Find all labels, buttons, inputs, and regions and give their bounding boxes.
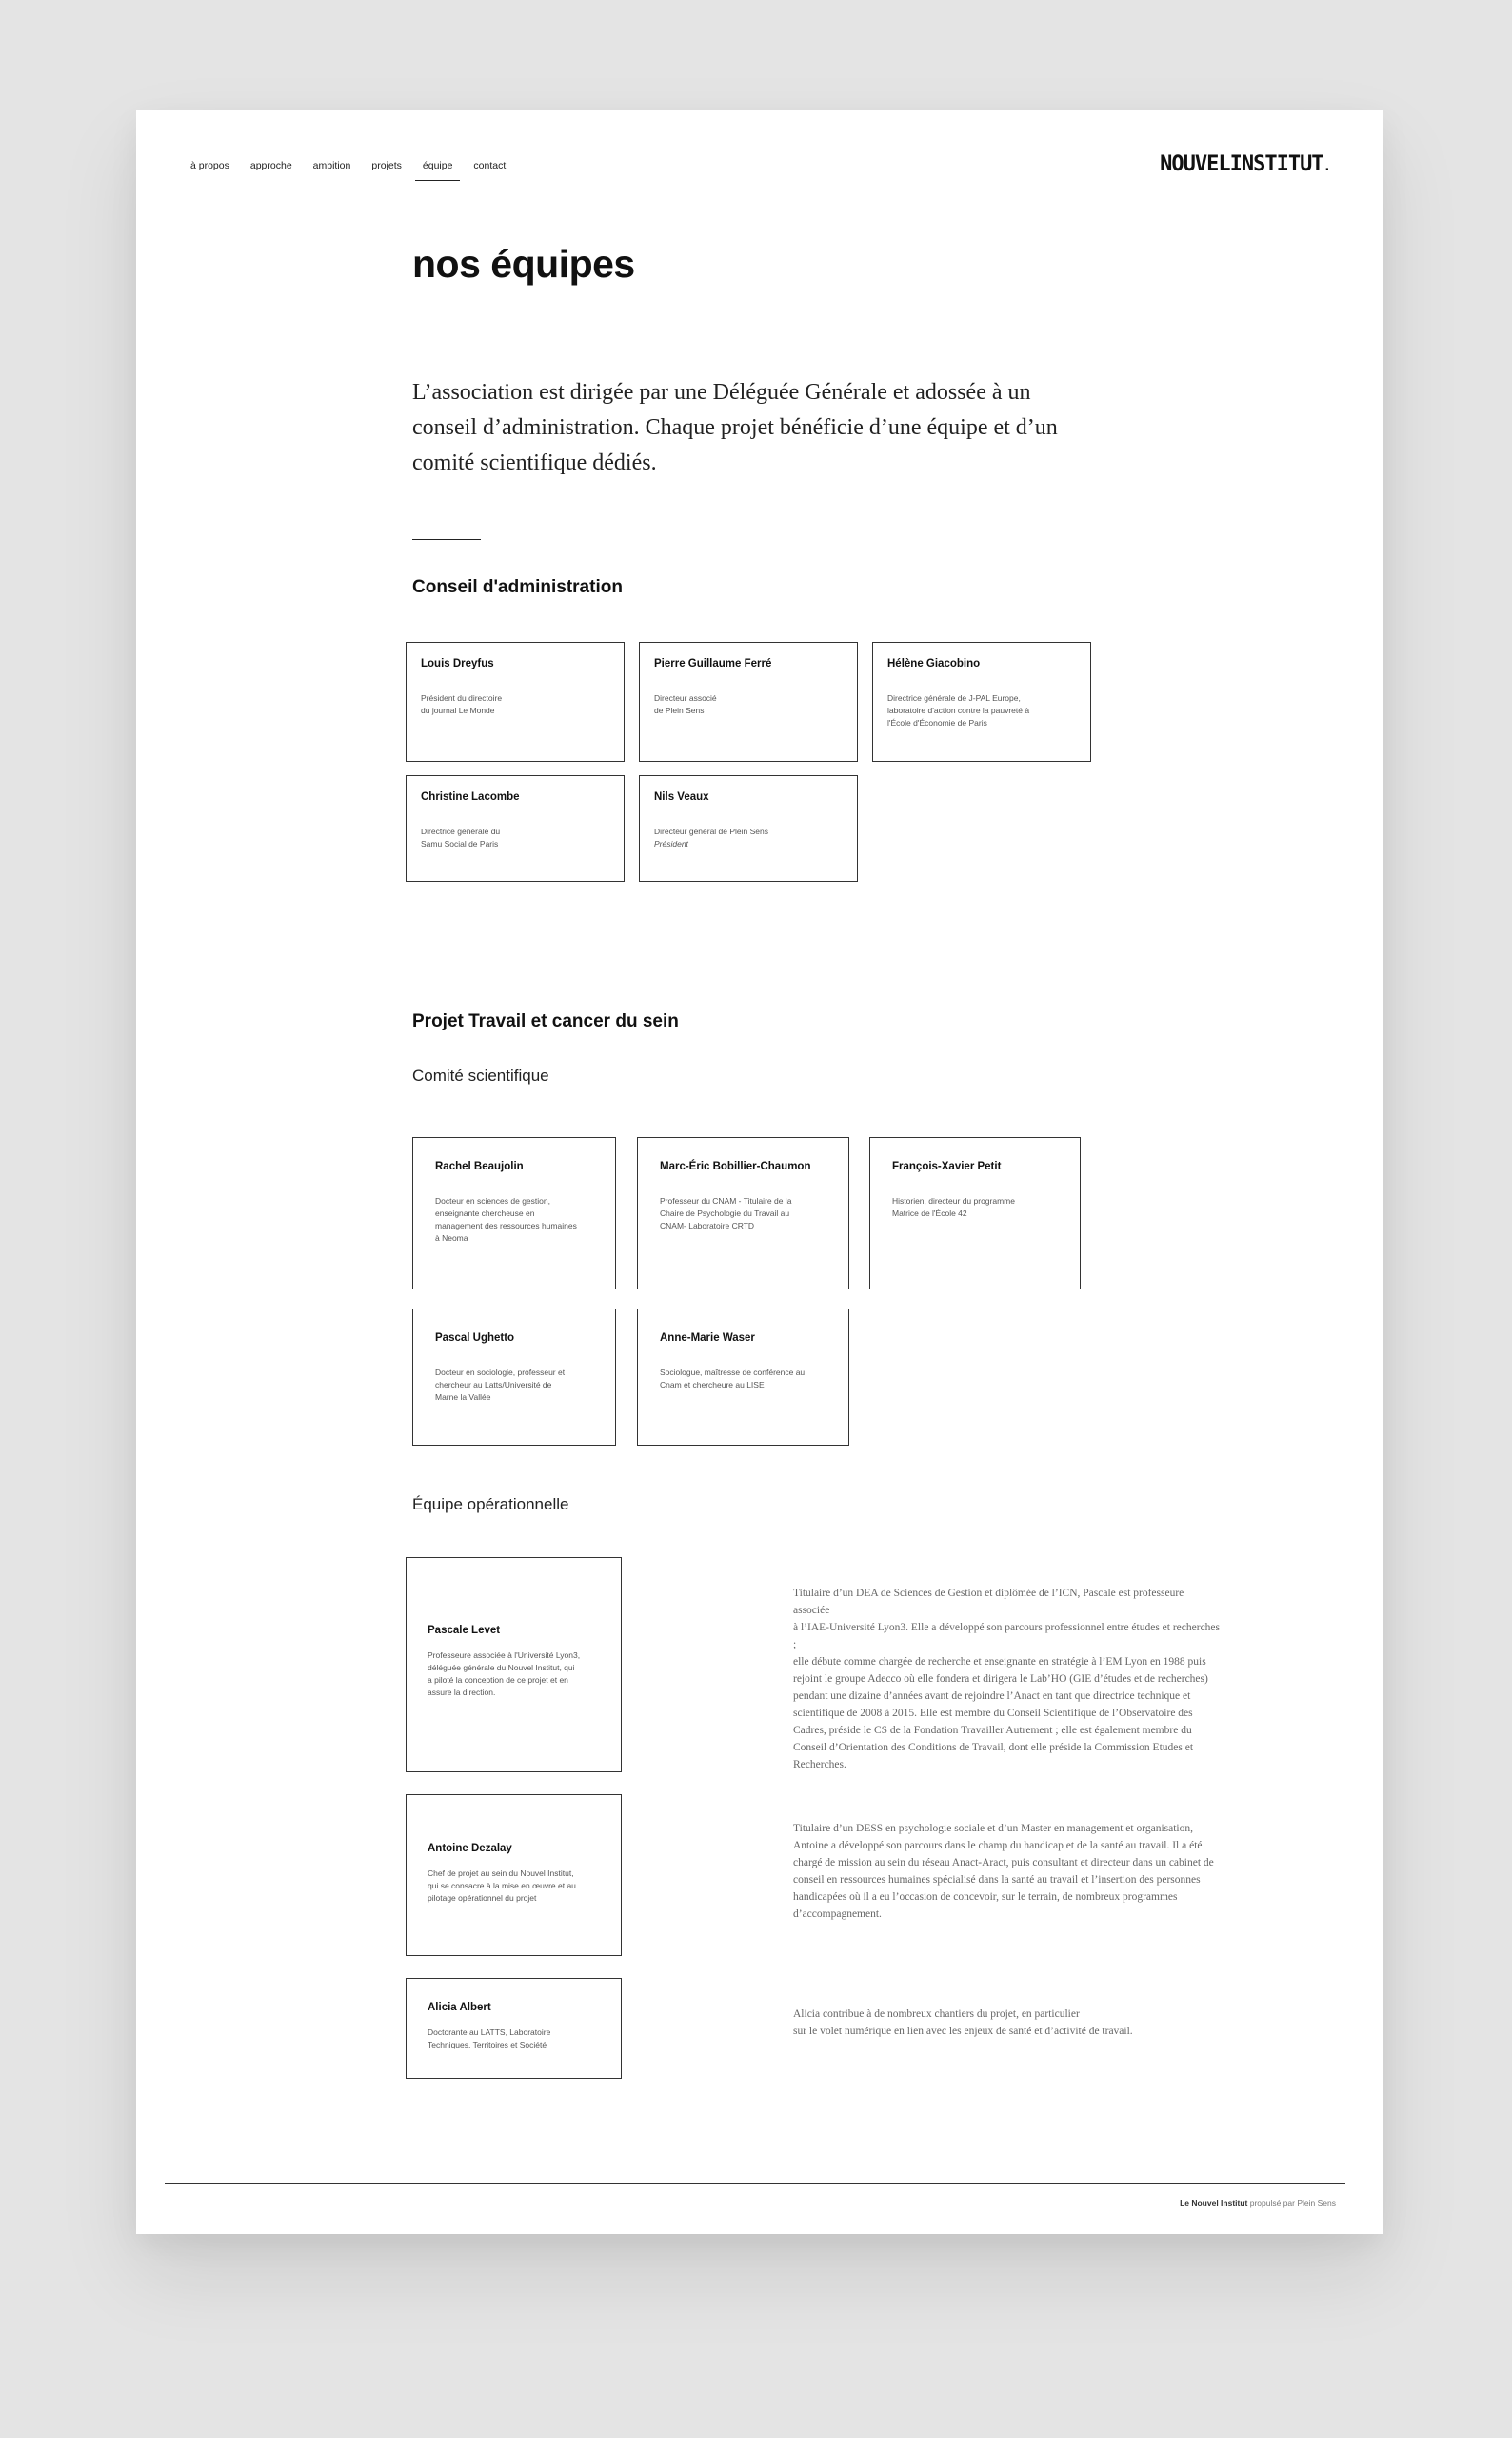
member-role: Président du directoire du journal Le Monde bbox=[421, 693, 503, 715]
page-title: nos équipes bbox=[412, 242, 635, 286]
member-name: Nils Veaux bbox=[654, 791, 709, 803]
nav-link-approche[interactable]: approche bbox=[249, 160, 292, 171]
member-name: Antoine Dezalay bbox=[428, 1843, 512, 1854]
member-role-extra: Président bbox=[654, 839, 688, 849]
member-role: Directrice générale du Samu Social de Paris bbox=[421, 827, 501, 849]
comite-card bbox=[869, 1137, 1081, 1289]
bio-text: Titulaire d’un DESS en psychologie sociale et d’un Master en management et organisation, Antoine a développé son parcours dans le champ du handicap et de la santé au travail. Il a été chargé de mission au sein du réseau Anact-Aract, puis consultant et directeur dans un cabinet de conseil en ressources humaines spécialisé dans la santé au travail et l’insertion des personnes handicapées où il a eu l’occasion de concevoir, sur le terrain, de nombreux programmes d’accompagnement. bbox=[793, 1823, 1214, 1920]
member-role: Docteur en sciences de gestion, enseignante chercheuse en management des ressources humaines à Neoma bbox=[435, 1196, 577, 1243]
footer-text: propulsé par Plein Sens bbox=[1247, 2198, 1336, 2208]
member-card bbox=[406, 642, 625, 762]
member-role-text: Directeur général de Plein Sens bbox=[654, 827, 769, 836]
member-name: Louis Dreyfus bbox=[421, 658, 494, 669]
main-nav bbox=[190, 160, 527, 177]
member-name: Pierre Guillaume Ferré bbox=[654, 658, 772, 669]
footer-divider bbox=[165, 2183, 1345, 2184]
member-role: Docteur en sociologie, professeur et chercheur au Latts/Université de Marne la Vallée bbox=[435, 1368, 566, 1402]
member-card bbox=[639, 775, 858, 882]
equipe-card bbox=[406, 1557, 622, 1772]
nav-link-contact[interactable]: contact bbox=[473, 160, 507, 171]
member-role: Chef de projet au sein du Nouvel Institut, qui se consacre à la mise en œuvre et au pilotage opérationnel du projet bbox=[428, 1868, 576, 1903]
logo-text: NOUVELINSTITUT bbox=[1160, 152, 1323, 176]
equipe-card bbox=[406, 1978, 622, 2079]
member-name: Alicia Albert bbox=[428, 2002, 491, 2013]
nav-link-projets[interactable]: projets bbox=[371, 160, 402, 171]
intro-text: L’association est dirigée par une Déléguée Générale et adossée à un conseil d’administration. Chaque projet bénéficie d’une équipe et d’un comité scientifique dédiés. bbox=[412, 380, 1058, 475]
equipe-card bbox=[406, 1794, 622, 1956]
member-name: Pascale Levet bbox=[428, 1625, 501, 1636]
page-frame bbox=[136, 110, 1383, 2234]
member-role: Professeure associée à l'Université Lyon3, déléguée générale du Nouvel Institut, qui a piloté la conception de ce projet et en assure la direction. bbox=[428, 1650, 581, 1697]
comite-card bbox=[412, 1309, 616, 1446]
equipe-heading: Équipe opérationnelle bbox=[412, 1495, 569, 1513]
site-logo[interactable] bbox=[1160, 152, 1330, 176]
comite-card bbox=[637, 1309, 849, 1446]
footer bbox=[1180, 2198, 1336, 2208]
footer-brand[interactable]: Le Nouvel Institut bbox=[1180, 2198, 1248, 2208]
member-role: Doctorante au LATTS, Laboratoire Techniques, Territoires et Société bbox=[428, 2028, 551, 2049]
nav-link-ambition[interactable]: ambition bbox=[312, 160, 351, 171]
nav-link-a-propos[interactable]: à propos bbox=[190, 160, 229, 171]
member-name: Rachel Beaujolin bbox=[435, 1161, 524, 1172]
bio-text: Titulaire d’un DEA de Sciences de Gestion et diplômée de l’ICN, Pascale est professeure associée à l’IAE-Université Lyon3. Elle a développé son parcours professionnel entre études et recherches ; elle débute comme chargée de recherche et enseignante en stratégie à l’EM Lyon en 1988 puis rejoint le groupe Adecco où elle fondera et dirigera le Lab’HO (GIE d’études et de recherches) pendant une dizaine d’années avant de rejoindre l’Anact en tant que directrice technique et scientifique de 2008 à 2015. Elle est membre du Conseil Scientifique de l’Observatoire des Cadres, préside le CS de la Fondation Travailler Autrement ; elle est également membre du Conseil d’Orientation des Conditions de Travail, dont elle préside la Commission Etudes et Recherches. bbox=[793, 1588, 1221, 1770]
member-role: Sociologue, maîtresse de conférence au Cnam et chercheure au LISE bbox=[660, 1368, 806, 1389]
bio-text: Alicia contribue à de nombreux chantiers du projet, en particulier sur le volet numérique en lien avec les enjeux de santé et d’activité de travail. bbox=[793, 2008, 1133, 2037]
comite-heading: Comité scientifique bbox=[412, 1067, 549, 1085]
member-card bbox=[639, 642, 858, 762]
member-role bbox=[654, 826, 843, 850]
member-role: Professeur du CNAM - Titulaire de la Chaire de Psychologie du Travail au CNAM- Laboratoire CRTD bbox=[660, 1196, 792, 1230]
projet-heading: Projet Travail et cancer du sein bbox=[412, 1011, 679, 1031]
member-name: Hélène Giacobino bbox=[887, 658, 981, 669]
conseil-heading: Conseil d'administration bbox=[412, 577, 623, 597]
comite-card bbox=[412, 1137, 616, 1289]
member-name: François-Xavier Petit bbox=[892, 1161, 1002, 1172]
member-name: Anne-Marie Waser bbox=[660, 1332, 755, 1344]
nav-link-equipe[interactable]: équipe bbox=[423, 160, 453, 177]
section-divider bbox=[412, 539, 481, 540]
member-role: Directeur associé de Plein Sens bbox=[654, 693, 717, 715]
comite-card bbox=[637, 1137, 849, 1289]
logo-dot-icon: . bbox=[1323, 159, 1330, 174]
member-name: Marc-Éric Bobillier-Chaumon bbox=[660, 1161, 811, 1172]
member-name: Pascal Ughetto bbox=[435, 1332, 515, 1344]
member-card bbox=[406, 775, 625, 882]
member-card bbox=[872, 642, 1091, 762]
member-role: Historien, directeur du programme Matrice de l'École 42 bbox=[892, 1196, 1015, 1218]
member-name: Christine Lacombe bbox=[421, 791, 520, 803]
member-role: Directrice générale de J-PAL Europe, laboratoire d'action contre la pauvreté à l'École d'Économie de Paris bbox=[887, 693, 1030, 728]
